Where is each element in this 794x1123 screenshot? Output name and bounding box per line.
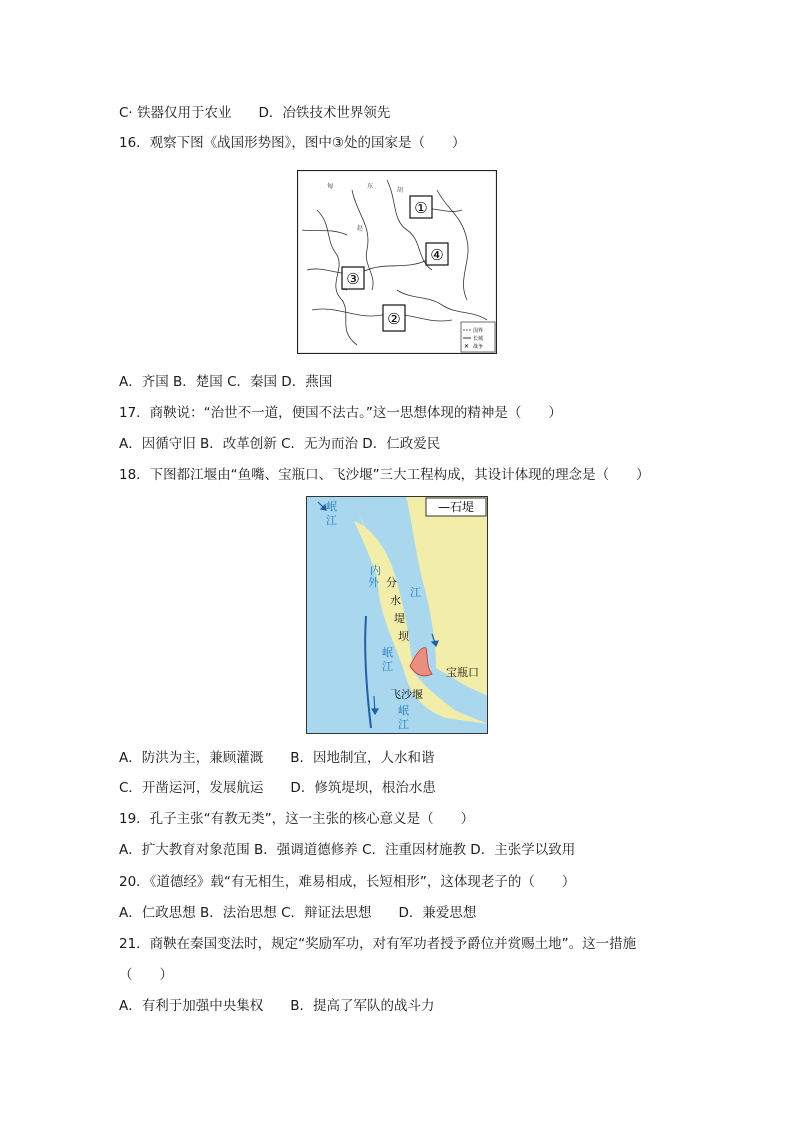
q16-options: A．齐国 B．楚国 C．秦国 D．燕国 [119, 374, 333, 390]
label-feishayan: 飞沙堰 [390, 688, 423, 701]
label-waijiang-2: 岷江 [382, 646, 393, 673]
svg-text:东: 东 [367, 183, 374, 190]
q15-options-cd: C· 铁器仅用于农业 D．冶铁技术世界领先 [119, 105, 391, 121]
question-21-paren: （ ） [119, 967, 173, 983]
question-20: 20．《道德经》载“有无相生，难易相成，长短相形”，这体现老子的（ ） [119, 874, 576, 890]
map1-legend [461, 322, 495, 352]
svg-text:匈: 匈 [327, 183, 334, 190]
box-2 [383, 305, 405, 331]
label-neijiang-2: 江 [410, 586, 421, 599]
label-minjiang-bottom: 岷江 [398, 704, 409, 731]
svg-text:赵: 赵 [357, 225, 364, 232]
q19-options: A．扩大教育对象范围 B．强调道德修养 C．注重因材施教 D．主张学以致用 [119, 842, 576, 858]
label-baopingkou: 宝瓶口 [446, 666, 479, 679]
svg-text:长城: 长城 [473, 336, 484, 342]
warring-states-map [297, 170, 497, 354]
q21-options-ab: A．有利于加强中央集权 B．提高了军队的战斗力 [119, 998, 435, 1014]
svg-text:✕: ✕ [464, 343, 470, 350]
label-neijiang: 内 [370, 564, 381, 577]
svg-text:③: ③ [346, 270, 360, 288]
question-18: 18．下图都江堰由“鱼嘴、宝瓶口、飞沙堰”三大工程构成，其设计体现的理念是（ ） [119, 467, 650, 483]
label-minjiang-top: 岷江 [326, 500, 337, 527]
box-3 [342, 267, 364, 289]
q17-options: A．因循守旧 B．改革创新 C．无为而治 D．仁政爱民 [119, 436, 441, 452]
box-1 [410, 196, 432, 218]
svg-text:①: ① [414, 199, 428, 217]
svg-text:战争: 战争 [473, 344, 484, 350]
q18-options-ab: A．防洪为主，兼顾灌溉 B．因地制宜，人水和谐 [119, 750, 435, 766]
svg-text:胡: 胡 [397, 187, 404, 194]
svg-text:国界: 国界 [473, 328, 484, 334]
question-21: 21．商鞅在秦国变法时，规定“奖励军功，对有军功者授予爵位并赏赐土地”。这一措施 [119, 936, 637, 952]
question-17: 17．商鞅说：“治世不一道，便国不法古。”这一思想体现的精神是（ ） [119, 405, 562, 421]
q20-options: A．仁政思想 B．法治思想 C．辩证法思想 D．兼爱思想 [119, 905, 477, 921]
label-waijiang: 外 [368, 576, 379, 589]
q18-options-cd: C．开凿运河，发展航运 D．修筑堤坝，根治水患 [119, 780, 436, 796]
question-16: 16．观察下图《战国形势图》，图中③处的国家是（ ） [119, 135, 466, 151]
svg-text:④: ④ [430, 246, 444, 264]
stone-dike-legend: —石堤 [437, 500, 475, 514]
dujiangyan-map [306, 496, 488, 734]
question-19: 19．孔子主张“有教无类”，这一主张的核心意义是（ ） [119, 811, 475, 827]
label-dam: 分水堤坝 [386, 576, 409, 643]
svg-text:②: ② [387, 310, 401, 328]
box-4 [426, 243, 448, 265]
